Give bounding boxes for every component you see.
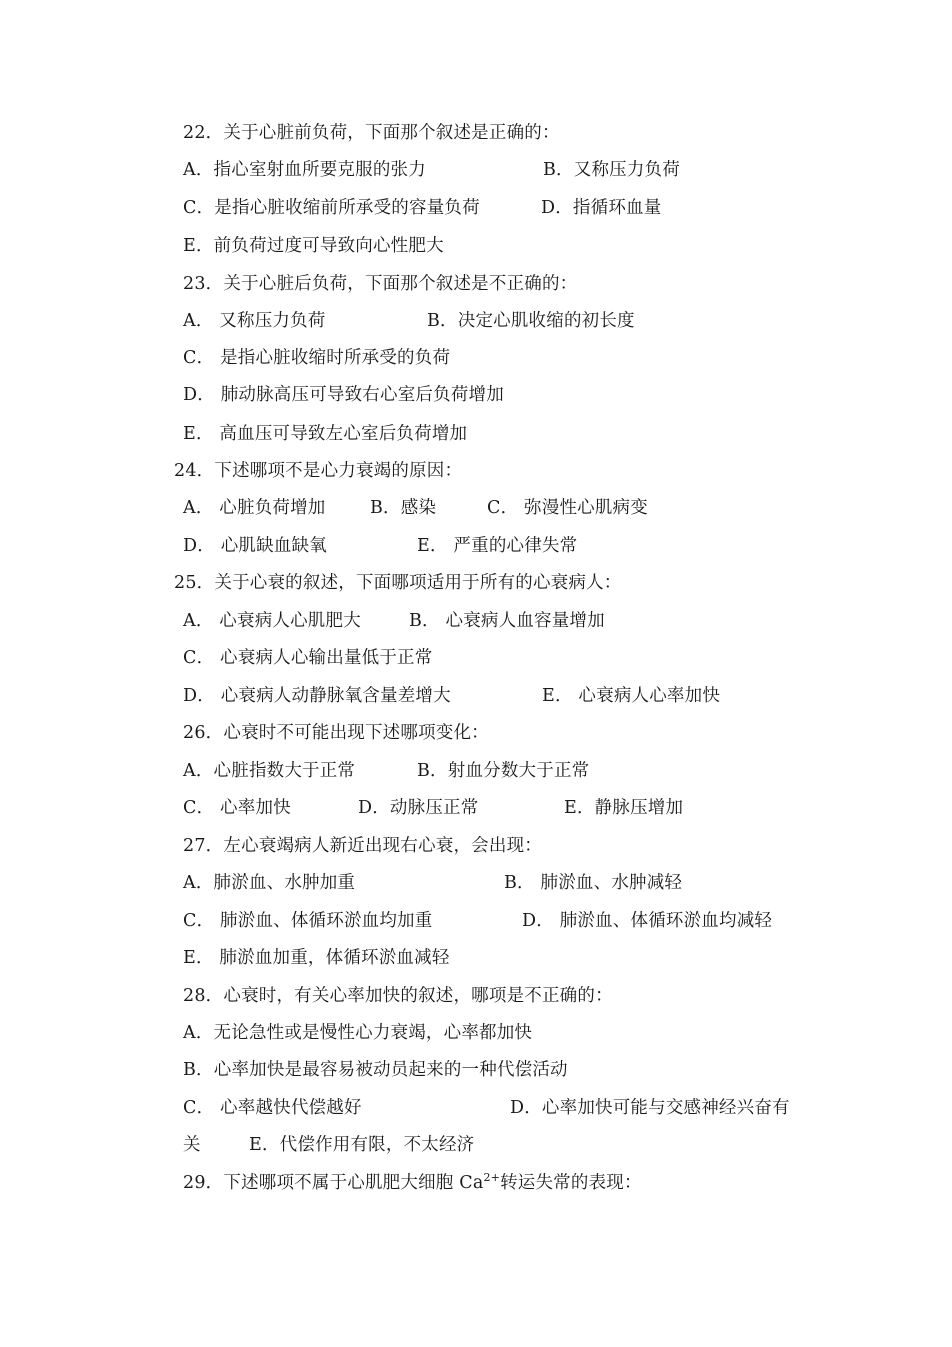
option-a: A．指心室射血所要克服的张力 (183, 160, 426, 180)
option-d: D． 心衰病人动静脉氧含量差增大 (183, 686, 451, 706)
question-25-option-c: C． 心衰病人心输出量低于正常 (183, 648, 433, 668)
option-b: B．射血分数大于正常 (417, 761, 590, 781)
option-a: A． 心脏负荷增加 (183, 498, 326, 518)
option-d: D．动脉压正常 (358, 798, 479, 818)
question-27-option-e: E． 肺淤血加重，体循环淤血减轻 (183, 948, 450, 968)
option-c: C． 心率加快 (183, 798, 291, 818)
question-28-option-b: B．心率加快是最容易被动员起来的一种代偿活动 (183, 1060, 568, 1080)
question-23-stem: 23．关于心脏后负荷，下面那个叙述是不正确的： (183, 274, 578, 294)
option-e: E．代偿作用有限，不太经济 (249, 1135, 475, 1155)
option-a: A． 又称压力负荷 (183, 311, 326, 331)
question-22-stem: 22．关于心脏前负荷，下面那个叙述是正确的： (183, 123, 560, 143)
option-e: E． 心衰病人心率加快 (542, 686, 721, 706)
option-b: B．又称压力负荷 (543, 160, 680, 180)
question-29-stem (183, 1172, 642, 1194)
option-b: B． 肺淤血、水肿减轻 (504, 873, 683, 893)
question-23-option-e: E． 高血压可导致左心室后负荷增加 (183, 424, 468, 444)
question-23-option-d: D． 肺动脉高压可导致右心室后负荷增加 (183, 385, 504, 405)
option-b: B． 心衰病人血容量增加 (409, 611, 605, 631)
option-a: A．心脏指数大于正常 (183, 761, 356, 781)
option-e: E． 严重的心律失常 (417, 536, 578, 556)
option-d: D． 心肌缺血缺氧 (183, 536, 327, 556)
question-22-option-e: E．前负荷过度可导致向心性肥大 (183, 236, 444, 256)
option-d-continuation: 关 (183, 1135, 201, 1155)
option-d: D． 肺淤血、体循环淤血均减轻 (522, 911, 773, 931)
option-a: A． 心衰病人心肌肥大 (183, 611, 361, 631)
question-27-stem: 27．左心衰竭病人新近出现右心衰，会出现： (183, 836, 542, 856)
question-23-option-c: C． 是指心脏收缩时所承受的负荷 (183, 348, 451, 368)
option-c: C． 弥漫性心肌病变 (487, 498, 648, 518)
question-29-stem-text-end: 转运失常的表现： (500, 1173, 642, 1193)
question-28-option-a: A．无论急性或是慢性心力衰竭，心率都加快 (183, 1023, 533, 1043)
question-29-superscript: 2+ (483, 1171, 501, 1184)
option-d: D．指循环血量 (541, 198, 662, 218)
question-28-stem: 28．心衰时，有关心率加快的叙述，哪项是不正确的： (183, 986, 613, 1006)
option-a: A．肺淤血、水肿加重 (183, 873, 356, 893)
option-c: C． 心率越快代偿越好 (183, 1098, 362, 1118)
option-d: D．心率加快可能与交感神经兴奋有 (510, 1098, 790, 1118)
question-26-stem: 26．心衰时不可能出现下述哪项变化： (183, 723, 489, 743)
question-29-stem-text: 29．下述哪项不属于心肌肥大细胞 Ca (183, 1173, 484, 1193)
option-b: B．感染 (370, 498, 437, 518)
question-24-stem: 24．下述哪项不是心力衰竭的原因： (174, 461, 463, 481)
option-c: C． 肺淤血、体循环淤血均加重 (183, 911, 433, 931)
question-25-stem: 25．关于心衰的叙述，下面哪项适用于所有的心衰病人： (174, 573, 622, 593)
option-e: E．静脉压增加 (564, 798, 684, 818)
option-b: B．决定心肌收缩的初长度 (427, 311, 635, 331)
option-c: C．是指心脏收缩前所承受的容量负荷 (183, 198, 480, 218)
